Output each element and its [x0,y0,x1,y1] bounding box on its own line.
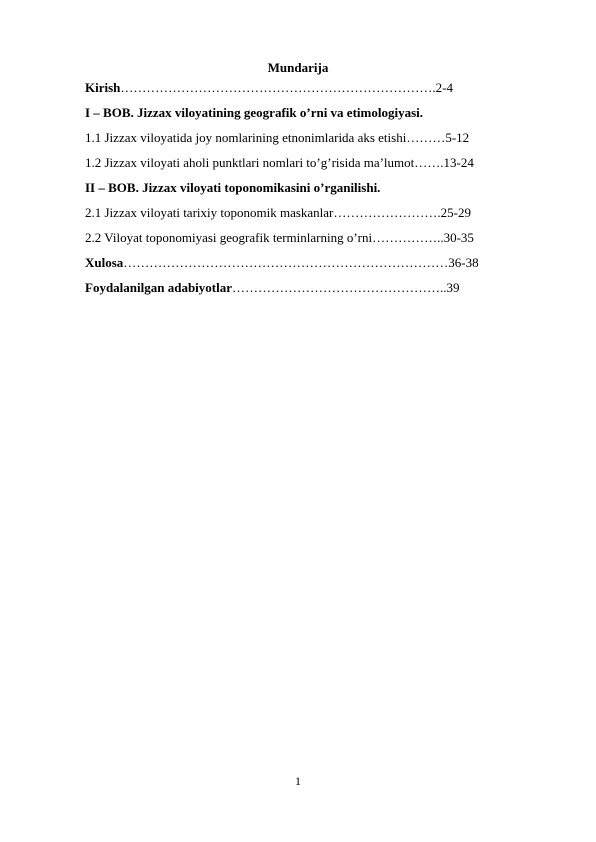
toc-entry-references [85,279,460,297]
toc-entry-label: I – BOB. Jizzax viloyatining geografik o’rni va etimologiyasi. [85,105,423,120]
toc-entry-pages: 13-24 [443,155,474,170]
toc-entry-label: Kirish [85,80,121,95]
toc-entry-conclusion [85,254,479,272]
toc-title: Mundarija [267,60,329,75]
toc-entry-section-1-2 [85,154,474,172]
toc-entry-leader: ………………………………………………………………. [120,80,436,95]
toc-entry-pages: 30-35 [443,230,474,245]
toc-entry-pages: 25-29 [440,205,471,220]
toc-entry-section-1-1 [85,129,469,147]
toc-entry-label: II – BOB. Jizzax viloyati toponomikasini o’rganilishi. [85,180,381,195]
page-number: 1 [295,774,301,788]
toc-entry-leader: ………………………………………….. [232,280,447,295]
toc-entry-pages: 2-4 [435,80,453,95]
toc-entry-leader: ……. [414,155,444,170]
toc-entry-pages: 36-38 [448,255,479,270]
toc-entry-label: 2.1 Jizzax viloyati tarixiy toponomik maskanlar [85,205,334,220]
toc-entry-label: Xulosa [85,255,124,270]
toc-entry-label: 1.2 Jizzax viloyati aholi punktlari nomlari to’g’risida ma’lumot [85,155,415,170]
toc-entry-label: Foydalanilgan adabiyotlar [85,280,232,295]
toc-entry-leader: ……………………. [333,205,441,220]
toc-entry-pages: 5-12 [445,130,470,145]
toc-entry-pages: 39 [446,280,460,295]
toc-entry-section-2-2 [85,229,474,247]
toc-entry-leader: ………………………………………………………………… [123,255,449,270]
toc-entry-section-2-1 [85,204,471,222]
toc-entry-label: 1.1 Jizzax viloyatida joy nomlarining etnonimlarida aks etishi [85,130,407,145]
toc-entry-chapter-1 [85,104,423,122]
toc-entry-leader: …………….. [372,230,444,245]
toc-entry-label: 2.2 Viloyat toponomiyasi geografik terminlarning o’rni [85,230,373,245]
toc-entry-leader: ……… [406,130,446,145]
toc-entry-chapter-2 [85,179,380,197]
toc-entry-introduction [85,79,453,97]
